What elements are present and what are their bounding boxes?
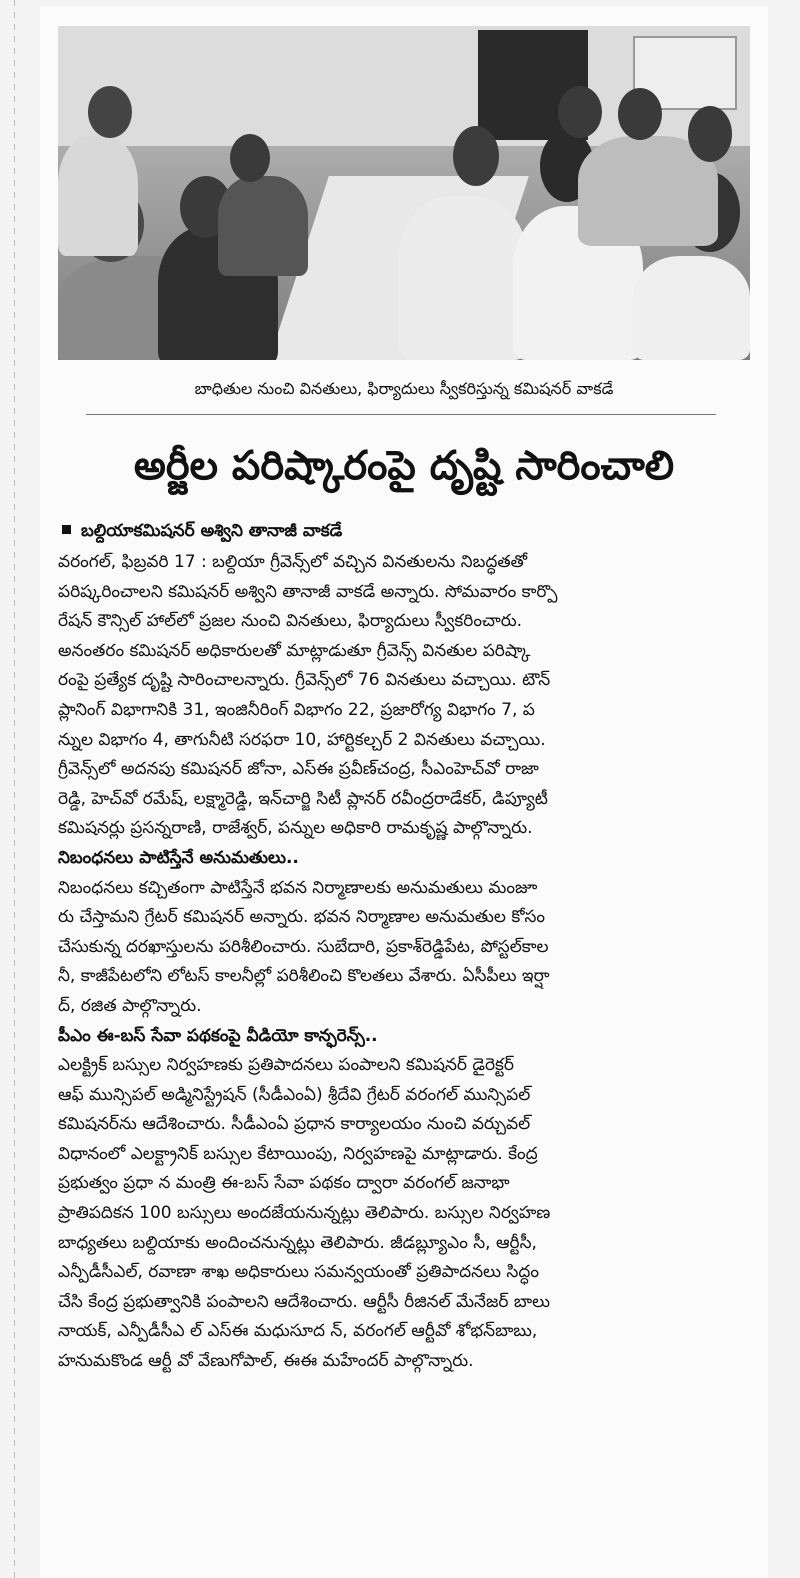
byline (62, 517, 742, 545)
caption-divider (86, 414, 716, 415)
article-line: రేషన్ కౌన్సిల్ హాల్‌లో ప్రజల నుంచి వినతులు, ఫిర్యాదులు స్వీకరించారు. (58, 611, 523, 632)
article-line: ఆఫ్ మున్సిపల్ అడ్మినిస్ట్రేషన్ (సీడీఎంఏ) శ్రీదేవి గ్రేటర్ వరంగల్ మున్సిపల్ (58, 1084, 531, 1105)
article-line: ద్, రజిత పాల్గొన్నారు. (58, 995, 202, 1016)
byline-text: బల్దియాకమిషనర్ అశ్విని తానాజీ వాకడే (81, 521, 343, 541)
article-line: నాయక్, ఎన్పీడీసీఎ ల్ ఎస్ఈ మధుసూద న్, వరంగల్ ఆర్టీవో శోభన్‌బాబు, (58, 1321, 538, 1342)
photo-person (398, 196, 528, 360)
article-line: వరంగల్, ఫిబ్రవరి 17 : బల్దియా గ్రీవెన్స్‌లో వచ్చిన వినతులను నిబద్ధతతో (58, 552, 528, 572)
article-line: బాధ్యతలు బల్దియాకు అందించనున్నట్లు తెలిపారు. జీడబ్ల్యూఎం సీ, ఆర్టీసీ, (58, 1232, 537, 1253)
article-line: గ్రీవెన్స్‌లో అదనపు కమిషనర్ జోనా, ఎస్ఈ ప్రవీణ్‌చంద్ర, సీఎంహెచ్‌వో రాజా (58, 759, 539, 780)
article-line: రెడ్డి, హెచ్‌వో రమేష్, లక్ష్మారెడ్డి, ఇన్‌చార్జి సిటీ ప్లానర్ రవీంద్రరాడేకర్, డిప్యూటీ (58, 788, 548, 809)
article-line: నీ, కాజీపేటలోని లోటస్ కాలనీల్లో పరిశీలించి కొలతలు వేశారు. ఏసీపీలు ఇర్షా (58, 966, 550, 987)
subheading: పీఎం ఈ-బస్ సేవా పథకంపై వీడియో కాన్ఫరెన్స్.. (58, 1025, 378, 1046)
article-line: అనంతరం కమిషనర్ అధికారులతో మాట్లాడుతూ గ్రీవెన్స్ వినతుల పరిష్కా (58, 640, 531, 661)
article-line: ఎన్పీడీసీఎల్, రవాణా శాఖ అధికారులు సమన్వయంతో ప్రతిపాదనలు సిద్ధం (58, 1262, 539, 1283)
margin-rule (14, 0, 15, 1578)
meeting-photo (58, 26, 750, 360)
article-line: హనుమకొండ ఆర్టీ వో వేణుగోపాల్, ఈఈ మహేందర్ పాల్గొన్నారు. (58, 1351, 474, 1372)
photo-person-head (688, 106, 732, 162)
article-line: రంపై ప్రత్యేక దృష్టి సారించాలన్నారు. గ్రీవెన్స్‌లో 76 వినతులు వచ్చాయి. టౌన్ (58, 670, 551, 691)
subheading: నిబంధనలు పాటిస్తేనే అనుమతులు.. (58, 847, 299, 868)
article-line: చేసి కేంద్ర ప్రభుత్వానికి పంపాలని ఆదేశించారు. ఆర్టీసీ రీజినల్ మేనేజర్ బాలు (58, 1291, 551, 1312)
article-line: చేసుకున్న దరఖాస్తులను పరిశీలించారు. సుబేదారి, ప్రకాశ్‌రెడ్డిపేట, పోస్టల్‌కాల (58, 936, 549, 957)
article-body (58, 548, 758, 1377)
article-line: న్నుల విభాగం 4, తాగునీటి సరఫరా 10, హార్టికల్చర్ 2 వినతులు వచ్చాయి. (58, 729, 546, 750)
article-line: కమిషనర్లు ప్రసన్నరాణి, రాజేశ్వర్, పన్నుల అధికారి రామకృష్ణ పాల్గొన్నారు. (58, 818, 533, 839)
photo-person (633, 256, 750, 360)
article-line: నిబంధనలు కచ్చితంగా పాటిస్తేనే భవన నిర్మాణాలకు అనుమతులు మంజూ (58, 877, 538, 898)
photo-person (58, 136, 138, 256)
article-line: ప్లానింగ్ విభాగానికి 31, ఇంజినీరింగ్ విభాగం 22, ప్రజారోగ్య విభాగం 7, ప (58, 699, 535, 720)
article-line: పరిష్కరించాలని కమిషనర్ అశ్విని తానాజీ వాకడే అన్నారు. సోమవారం కార్పొ (58, 581, 558, 602)
article-line: ప్రభుత్వం ప్రధా న మంత్రి ఈ-బస్ సేవా పథకం ద్వారా వరంగల్ జనాభా (58, 1173, 510, 1194)
article-line: ఎలక్ట్రిక్ బస్సుల నిర్వహణకు ప్రతిపాదనలు పంపాలని కమిషనర్ డైరెక్టర్ (58, 1055, 514, 1076)
article-line: కమిషనర్‌ను ఆదేశించారు. సీడీఎంఏ ప్రధాన కార్యాలయం నుంచి వర్చువల్ (58, 1114, 531, 1135)
article-line: రు చేస్తామని గ్రేటర్ కమిషనర్ అన్నారు. భవన నిర్మాణాల అనుమతుల కోసం (58, 907, 546, 928)
photo-person-head (453, 126, 499, 186)
photo-caption: బాధితుల నుంచి వినతులు, ఫిర్యాదులు స్వీకరిస్తున్న కమిషనర్ వాకడే (194, 379, 614, 398)
photo-person (218, 176, 308, 276)
headline: అర్జీల పరిష్కారంపై దృష్టి సారించాలి (133, 443, 675, 489)
photo-person-head (558, 86, 602, 138)
photo-person-head (230, 134, 270, 182)
bullet-icon (62, 525, 71, 534)
photo-person-head (88, 86, 132, 138)
article-line: ప్రాతిపదికన 100 బస్సులు అందజేయనున్నట్లు తెలిపారు. బస్సుల నిర్వహణ (58, 1203, 551, 1224)
photo-person-head (618, 88, 662, 140)
article-line: విధానంలో ఎలక్ట్రానిక్ బస్సుల కేటాయింపు, నిర్వహణపై మాట్లాడారు. కేంద్ర (58, 1143, 538, 1164)
